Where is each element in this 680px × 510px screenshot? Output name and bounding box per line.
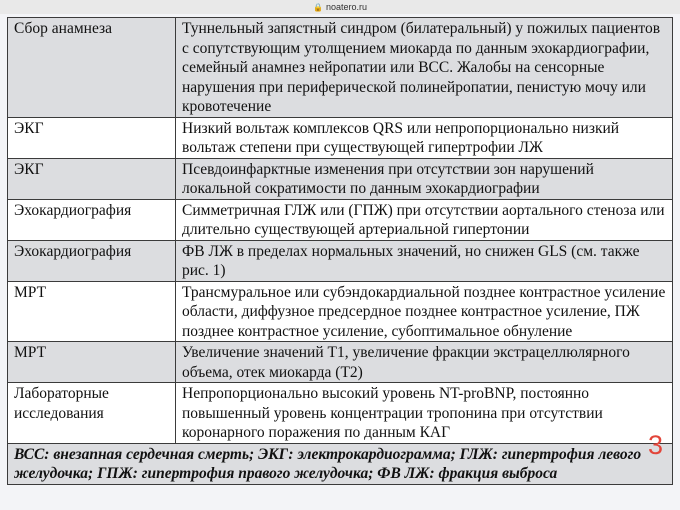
row-text: Низкий вольтаж комплексов QRS или непропорционально низкий вольтаж степени при существующей гипертрофии ЛЖ	[176, 117, 673, 158]
footnote-row	[8, 443, 673, 484]
abbreviations-footnote: ВСС: внезапная сердечная смерть; ЭКГ: электрокардиограмма; ГЛЖ: гипертрофия левого желудочка; ГПЖ: гипертрофия правого желудочка; ФВ ЛЖ: фракция выброса	[8, 443, 673, 484]
row-text: Туннельный запястный синдром (билатеральный) у пожилых пациентов с сопутствующим утолщением миокарда по данным эхокардиографии, семейный анамнез нейропатии или ВСС. Жалобы на сенсорные нарушения при периферической полинейропатии, пенистую мочу или кровотечение	[176, 18, 673, 118]
row-text: Увеличение значений T1, увеличение фракции экстрацеллюлярного объема, отек миокарда (T2)	[176, 342, 673, 383]
table-row	[8, 158, 673, 199]
row-label: МРТ	[8, 342, 176, 383]
row-label: Эхокардиография	[8, 199, 176, 240]
page-number: 3	[648, 430, 664, 460]
table-row	[8, 199, 673, 240]
row-label: Лабораторные исследования	[8, 383, 176, 444]
table-row	[8, 383, 673, 444]
diagnostic-table	[7, 17, 673, 485]
row-text: Трансмуральное или субэндокардиальной позднее контрастное усиление области, диффузное предсердное позднее контрастное усиление, ПЖ позднее контрастное усиление, субоптимальное обнуление	[176, 281, 673, 342]
row-label: ЭКГ	[8, 158, 176, 199]
browser-address-bar[interactable]	[0, 0, 680, 14]
document-page	[0, 14, 680, 510]
row-text: Псевдоинфарктные изменения при отсутствии зон нарушений локальной сократимости по данным эхокардиографии	[176, 158, 673, 199]
row-text: ФВ ЛЖ в пределах нормальных значений, но снижен GLS (см. также рис. 1)	[176, 240, 673, 281]
lock-icon: 🔒	[313, 2, 323, 12]
row-text: Симметричная ГЛЖ или (ГПЖ) при отсутствии аортального стеноза или длительно существующей артериальной гипертонии	[176, 199, 673, 240]
table-row	[8, 342, 673, 383]
table-row	[8, 240, 673, 281]
row-label: Эхокардиография	[8, 240, 176, 281]
table-row	[8, 117, 673, 158]
row-label: Сбор анамнеза	[8, 18, 176, 118]
table-row	[8, 281, 673, 342]
row-label: МРТ	[8, 281, 176, 342]
table-row	[8, 18, 673, 118]
url-text: noatero.ru	[325, 2, 367, 12]
row-text: Непропорционально высокий уровень NT-proBNP, постоянно повышенный уровень концентрации тропонина при отсутствии коронарного поражения по данным КАГ	[176, 383, 673, 444]
row-label: ЭКГ	[8, 117, 176, 158]
